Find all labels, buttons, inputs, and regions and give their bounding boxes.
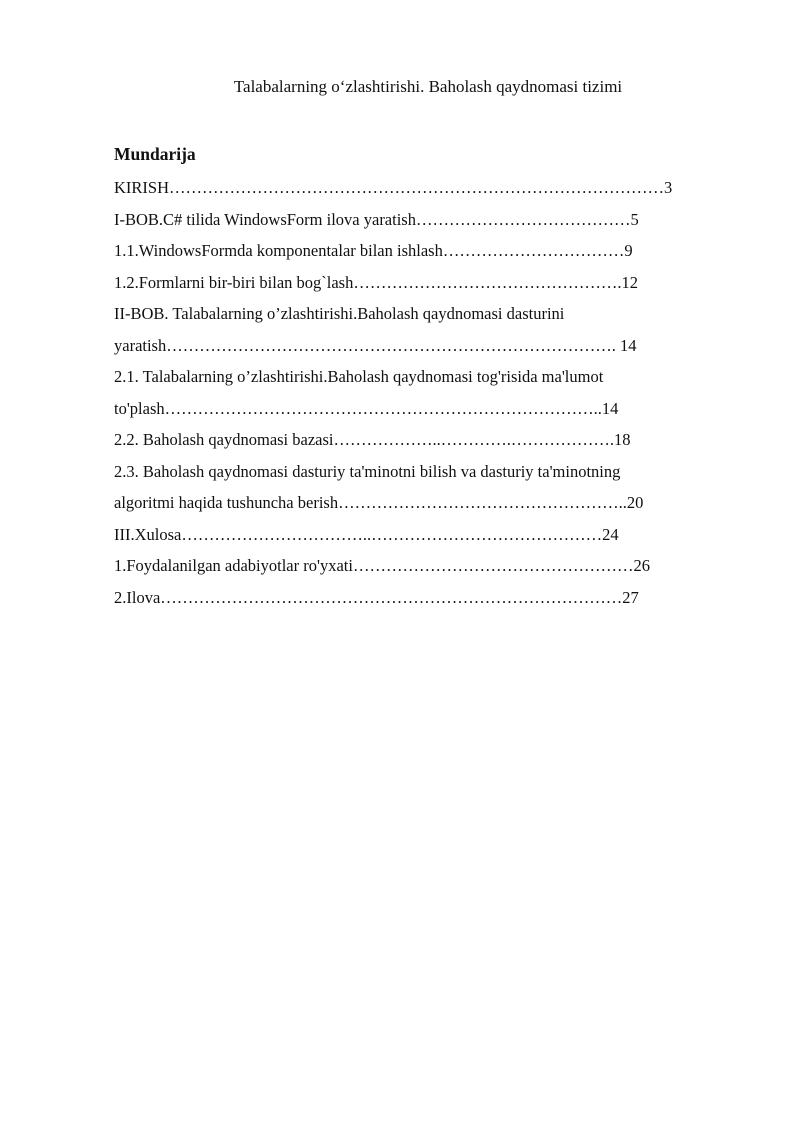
toc-heading: Mundarija (114, 144, 196, 164)
toc-entry-chapter-1: I-BOB.C# tilida WindowsForm ilova yaratish…………………………………5 (114, 209, 639, 229)
toc-entry-section-2-2: 2.2. Baholash qaydnomasi bazasi………………..………….……………….18 (114, 430, 631, 449)
toc-entry-section-2-1-line-1: 2.1. Talabalarning o’zlashtirishi.Baholash qaydnomasi tog'risida ma'lumot (114, 367, 604, 386)
toc-entry-references: 1.Foydalanilgan adabiyotlar ro'yxati……………………………………………26 (114, 556, 650, 575)
toc-entry-appendix: 2.Ilova…………………………………………………………………………27 (114, 587, 639, 607)
toc-entry-section-2-3-line-1: 2.3. Baholash qaydnomasi dasturiy ta'minotni bilish va dasturiy ta'minotning (114, 461, 621, 481)
toc-entry-section-2-3-line-2: algoritmi haqida tushuncha berish……………………………………………..20 (114, 493, 644, 512)
document-title: Talabalarning o‘zlashtirishi. Baholash qaydnomasi tizimi (233, 77, 623, 96)
table-of-contents (114, 172, 744, 613)
toc-entry-section-2-1-line-2: to'plash……………………………………………………………………..14 (114, 398, 619, 418)
toc-entry-section-1-2: 1.2.Formlarni bir-biri bilan bog`lash………………………………………….12 (114, 272, 638, 292)
toc-entry-kirish: KIRISH………………………………………………………………………………3 (114, 178, 673, 197)
toc-entry-chapter-2-line-2: yaratish………………………………………………………………………. 14 (114, 335, 637, 355)
toc-entry-conclusion: III.Xulosa……………………………..……………………………………24 (114, 524, 619, 544)
toc-entry-chapter-2-line-1: II-BOB. Talabalarning o’zlashtirishi.Baholash qaydnomasi dasturini (114, 304, 565, 323)
toc-entry-section-1-1: 1.1.WindowsFormda komponentalar bilan ishlash……………………………9 (114, 241, 633, 260)
